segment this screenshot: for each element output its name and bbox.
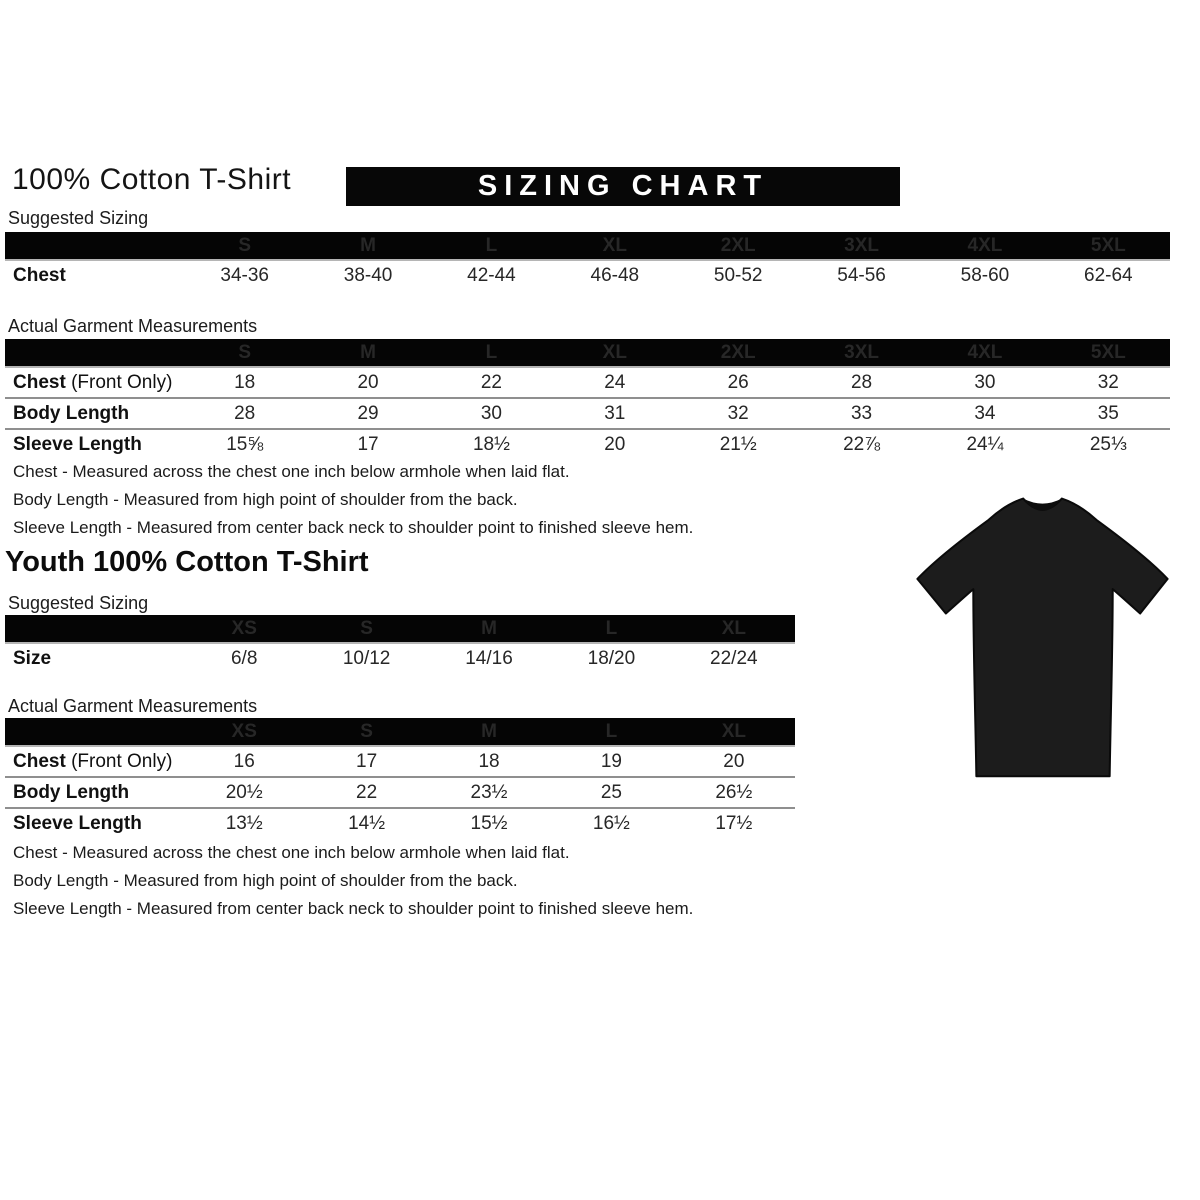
column-header-4xl: 4XL [967, 234, 1003, 256]
table-cell: 26 [727, 371, 749, 393]
column-header-4xl: 4XL [967, 341, 1003, 363]
table-cell: 35 [1097, 402, 1119, 424]
table-cell: 30 [480, 402, 502, 424]
youth-note-chest: Chest - Measured across the chest one inch below armhole when laid flat. [13, 843, 570, 862]
row-label-suffix: (Front Only) [65, 371, 173, 393]
table-cell: 25 [600, 781, 622, 803]
table-cell: 38-40 [343, 264, 393, 286]
column-header-m: M [360, 234, 376, 256]
table-cell: 17½ [715, 812, 753, 834]
table-cell: 13½ [225, 812, 263, 834]
column-header-5xl: 5XL [1090, 341, 1126, 363]
column-header-l: L [485, 234, 498, 256]
table-header-row [5, 718, 795, 745]
table-cell: 34-36 [220, 264, 269, 286]
table-cell: 20 [723, 750, 745, 772]
table-cell: 50-52 [713, 264, 763, 286]
column-header-3xl: 3XL [844, 234, 879, 256]
adult-suggested-sizing-table [5, 232, 1170, 290]
column-header-m: M [481, 720, 497, 742]
table-cell: 20 [604, 433, 626, 455]
column-header-2xl: 2XL [720, 341, 756, 363]
row-label [5, 265, 183, 287]
table-cell: 28 [850, 371, 873, 393]
tshirt-image [895, 487, 1190, 799]
table-cell: 25⅓ [1089, 433, 1127, 455]
table-cell: 42-44 [467, 264, 516, 286]
row-label-text: Body Length [13, 402, 130, 424]
table-row [5, 428, 1170, 459]
youth-section-title: Youth 100% Cotton T-Shirt [5, 546, 369, 578]
table-cell: 14½ [348, 812, 386, 834]
row-label [5, 751, 183, 773]
table-cell: 24 [604, 371, 626, 393]
column-header-m: M [360, 341, 376, 363]
table-cell: 22⅞ [843, 433, 881, 455]
table-row [5, 397, 1170, 428]
table-cell: 22 [356, 781, 378, 803]
column-header-5xl: 5XL [1090, 234, 1126, 256]
row-label-text: Sleeve Length [13, 812, 142, 834]
table-cell: 26½ [715, 781, 753, 803]
table-cell: 6/8 [230, 647, 258, 669]
column-header-xl: XL [602, 341, 627, 363]
row-label [5, 648, 183, 670]
table-cell: 20½ [225, 781, 263, 803]
row-label-text: Sleeve Length [13, 433, 142, 455]
row-label [5, 813, 183, 835]
row-label-text: Chest [13, 750, 66, 772]
row-label [5, 372, 183, 394]
table-cell: 14/16 [465, 647, 513, 669]
youth-suggested-sizing-table [5, 615, 795, 673]
table-cell: 32 [1097, 371, 1119, 393]
column-header-s: S [238, 341, 252, 363]
column-header-l: L [605, 617, 618, 639]
column-header-xl: XL [721, 720, 746, 742]
table-cell: 17 [356, 750, 378, 772]
black-tshirt-icon [895, 487, 1190, 799]
table-cell: 18/20 [587, 647, 636, 669]
column-header-l: L [605, 720, 618, 742]
table-cell: 10/12 [342, 647, 391, 669]
adult-suggested-sizing-label: Suggested Sizing [8, 208, 149, 228]
youth-suggested-sizing-label: Suggested Sizing [8, 593, 149, 613]
table-cell: 15⅝ [226, 433, 264, 455]
table-row [5, 745, 795, 776]
table-cell: 21½ [719, 433, 757, 455]
column-header-2xl: 2XL [720, 234, 756, 256]
table-header-row [5, 232, 1170, 259]
adult-actual-measurements-label: Actual Garment Measurements [8, 316, 258, 336]
youth-note-sleeve-length: Sleeve Length - Measured from center back neck to shoulder point to finished sleeve hem. [13, 899, 694, 918]
youth-actual-measurements-label: Actual Garment Measurements [8, 696, 258, 716]
column-header-l: L [485, 341, 498, 363]
column-header-3xl: 3XL [844, 341, 879, 363]
table-cell: 19 [600, 750, 622, 772]
youth-note-body-length: Body Length - Measured from high point of shoulder from the back. [13, 871, 518, 890]
column-header-xl: XL [721, 617, 746, 639]
table-cell: 22 [480, 371, 502, 393]
table-cell: 46-48 [590, 264, 640, 286]
table-cell: 18 [234, 371, 256, 393]
row-label [5, 403, 183, 425]
adult-note-chest: Chest - Measured across the chest one inch below armhole when laid flat. [13, 462, 570, 481]
table-cell: 33 [850, 402, 873, 424]
table-cell: 22/24 [710, 647, 758, 669]
table-cell: 20 [357, 371, 379, 393]
table-cell: 18 [478, 750, 500, 772]
table-row [5, 776, 795, 807]
row-label-text: Size [13, 647, 52, 669]
table-cell: 17 [357, 433, 379, 455]
table-row [5, 642, 795, 673]
column-header-xs: XS [231, 720, 257, 742]
column-header-s: S [360, 720, 373, 742]
column-header-m: M [481, 617, 497, 639]
adult-note-body-length: Body Length - Measured from high point of shoulder from the back. [13, 490, 518, 509]
table-cell: 29 [357, 402, 379, 424]
table-cell: 31 [604, 402, 626, 424]
row-label [5, 434, 183, 456]
table-cell: 16 [233, 750, 255, 772]
row-label-text: Chest [13, 371, 66, 393]
table-cell: 58-60 [960, 264, 1010, 286]
table-cell: 18½ [472, 433, 510, 455]
column-header-xs: XS [231, 617, 257, 639]
table-cell: 16½ [592, 812, 630, 834]
table-cell: 15½ [470, 812, 508, 834]
youth-actual-measurements-table [5, 718, 795, 838]
table-row [5, 366, 1170, 397]
row-label-suffix: (Front Only) [65, 750, 173, 772]
column-header-s: S [360, 617, 373, 639]
row-label-text: Chest [13, 264, 66, 286]
table-cell: 54-56 [837, 264, 886, 286]
table-header-row [5, 339, 1170, 366]
adult-note-sleeve-length: Sleeve Length - Measured from center back neck to shoulder point to finished sleeve hem. [13, 518, 694, 537]
table-cell: 23½ [470, 781, 508, 803]
table-cell: 34 [974, 402, 996, 424]
table-cell: 28 [234, 402, 256, 424]
table-cell: 62-64 [1084, 264, 1133, 286]
row-label [5, 782, 183, 804]
column-header-s: S [238, 234, 252, 256]
column-header-xl: XL [602, 234, 627, 256]
sizing-chart-banner: SIZING CHART [346, 167, 900, 206]
table-row [5, 259, 1170, 290]
row-label-text: Body Length [13, 781, 130, 803]
table-header-row [5, 615, 795, 642]
table-row [5, 807, 795, 838]
adult-actual-measurements-table [5, 339, 1170, 459]
table-cell: 24¼ [966, 433, 1004, 455]
table-cell: 30 [974, 371, 996, 393]
page-title: 100% Cotton T-Shirt [12, 163, 292, 196]
table-cell: 32 [727, 402, 749, 424]
